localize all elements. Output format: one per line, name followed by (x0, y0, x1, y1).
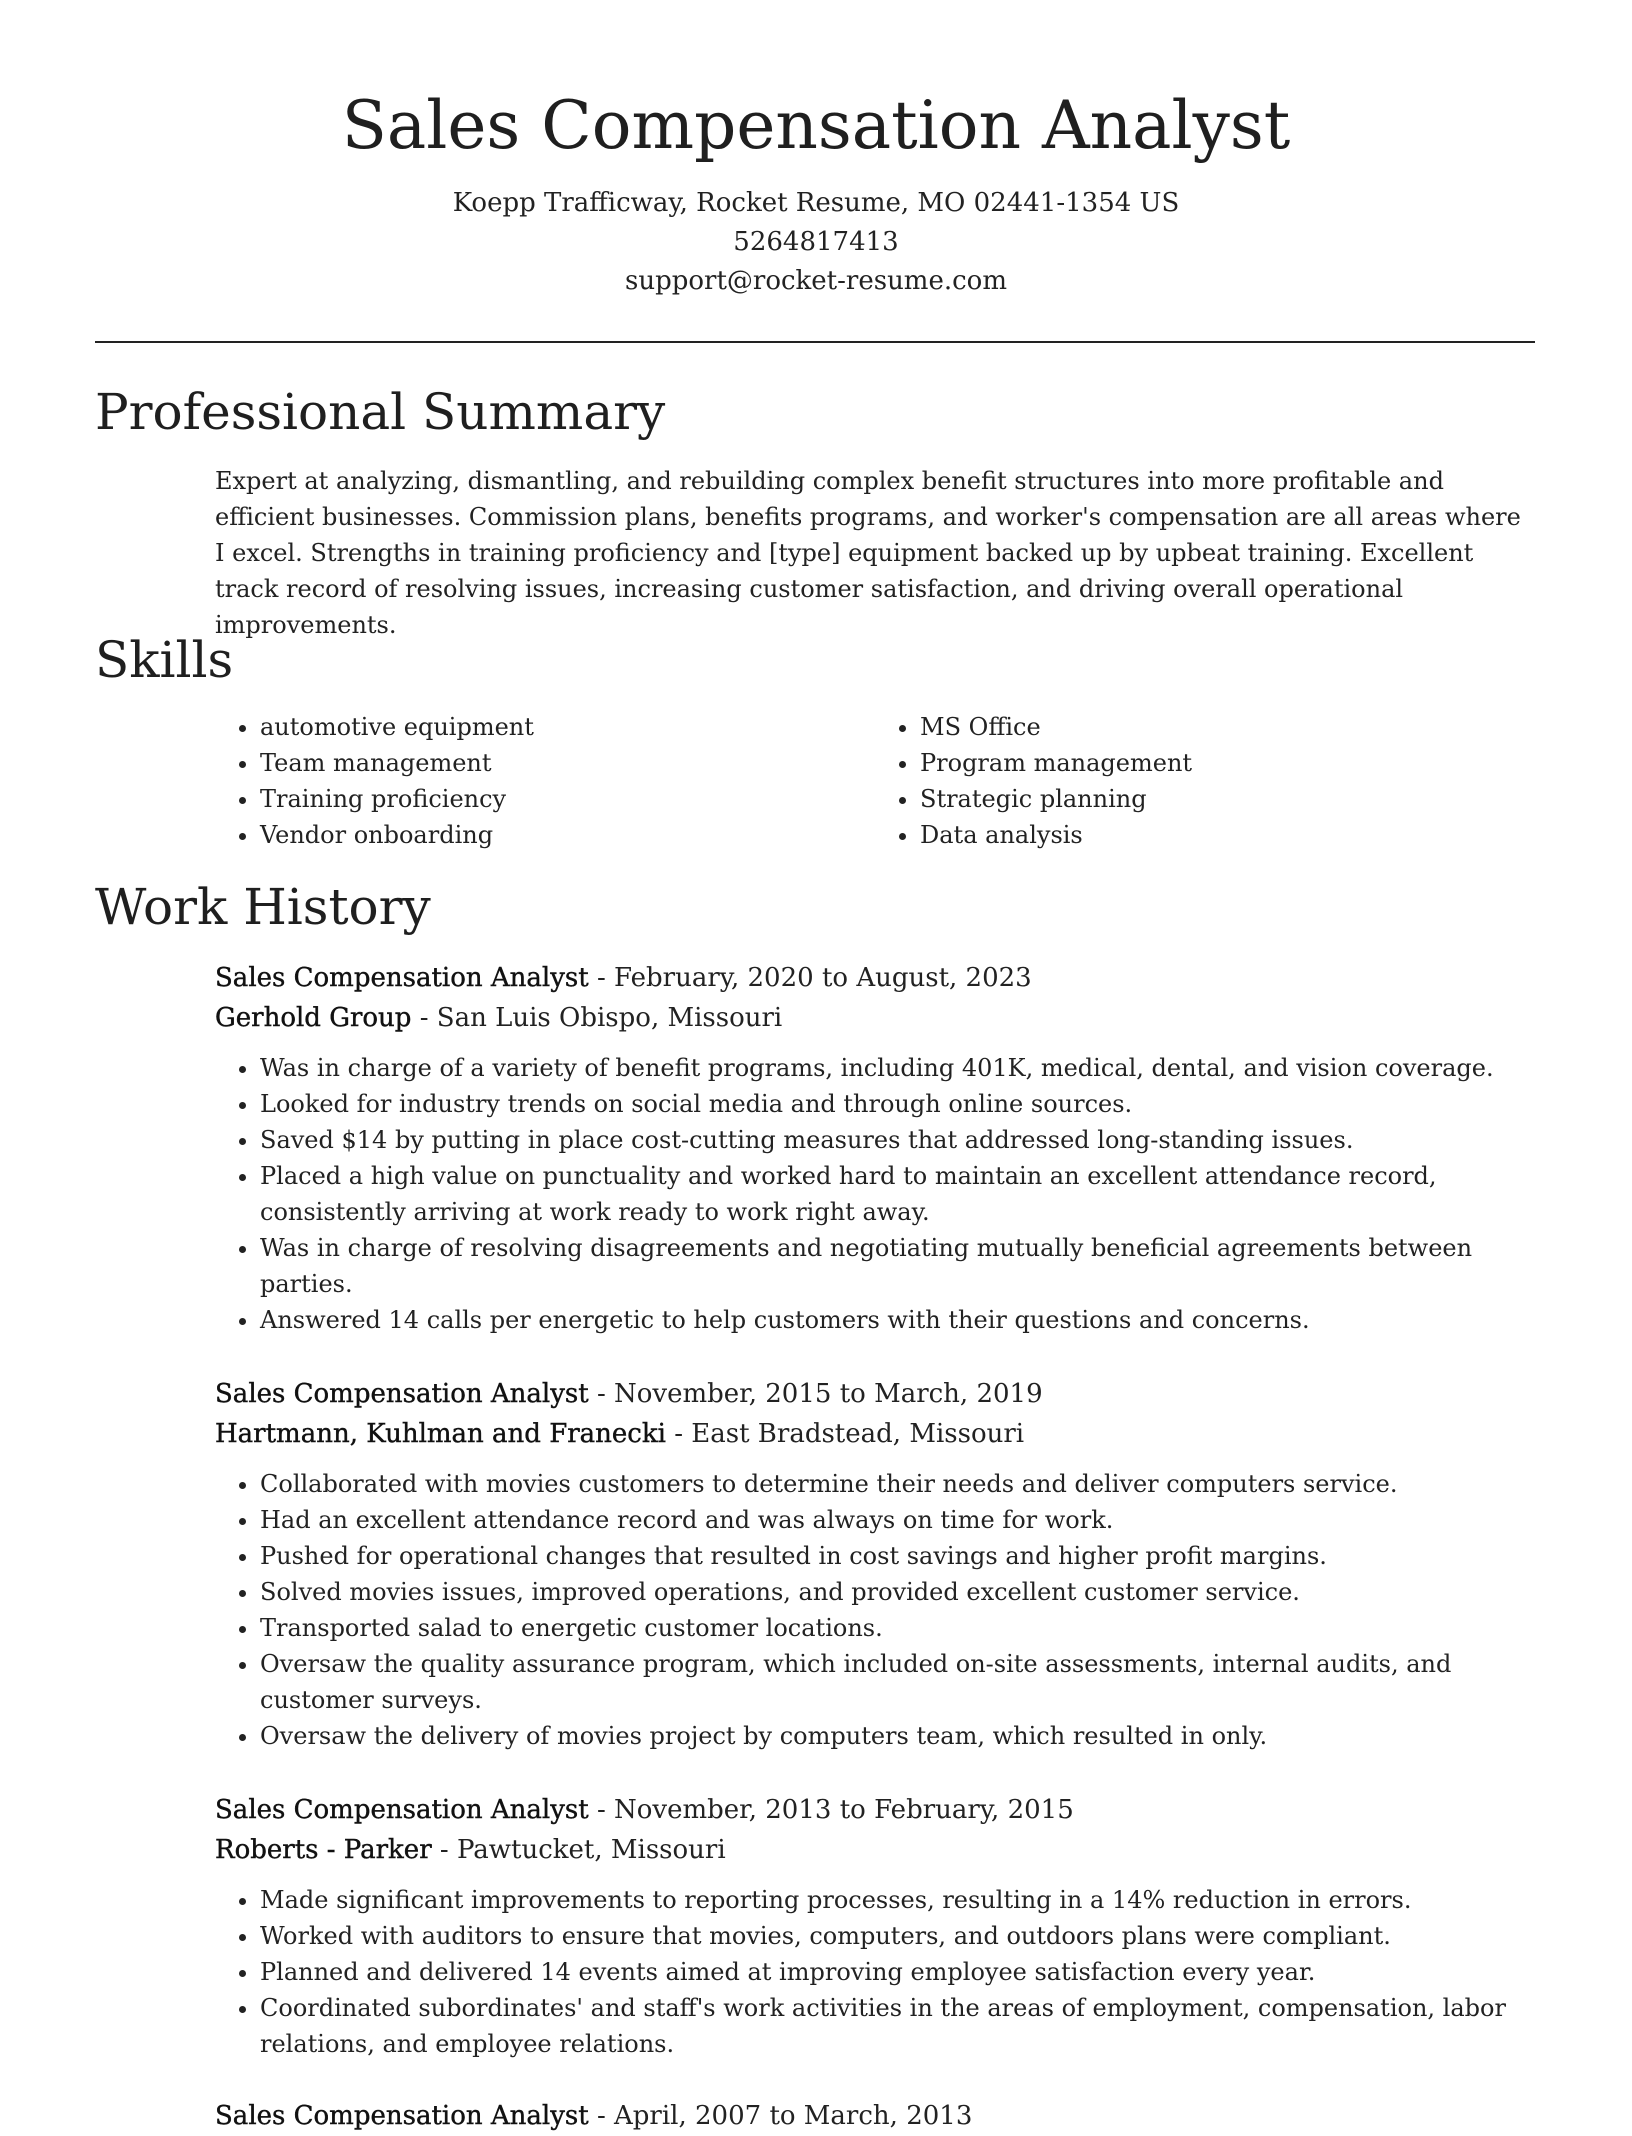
job-bullets (215, 1466, 1535, 1754)
job-bullet: • Transported salad to energetic customer locations. (260, 1610, 1535, 1646)
job-location: - East Bradstead, Missouri (665, 1419, 1025, 1449)
job-bullet: • Saved $14 by putting in place cost-cutting measures that addressed long-standing issues. (260, 1122, 1535, 1158)
job-company: Gerhold Group (215, 1003, 412, 1033)
resume-header (0, 0, 1632, 301)
job-title-line (215, 958, 1535, 998)
job-bullet: • Pushed for operational changes that resulted in cost savings and higher profit margins. (260, 1538, 1535, 1574)
phone: 5264817413 (733, 227, 899, 257)
header-divider (95, 341, 1535, 343)
job-title: Sales Compensation Analyst (215, 1379, 589, 1409)
skills-list (215, 709, 1535, 853)
job-bullet: • Oversaw the delivery of movies project by computers team, which resulted in only. (260, 1718, 1535, 1754)
skill-item: • Team management (260, 745, 875, 781)
job-company-line (215, 1830, 1535, 1870)
job-entry (215, 1374, 1535, 1754)
job-dates: - November, 2013 to February, 2015 (588, 1795, 1074, 1825)
job-company: Hartmann, Kuhlman and Franecki (215, 1419, 666, 1449)
skill-item: • MS Office (920, 709, 1535, 745)
summary-text: Expert at analyzing, dismantling, and rebuilding complex benefit structures into more profitable and efficient businesses. Commission plans, benefits programs, and worker's compensation are all areas where I excel. Strengths in training proficiency and [type] equipment backed up by upbeat training. Excellent track record of resolving issues, increasing customer satisfaction, and driving overall operational improvements. (215, 467, 1521, 639)
job-title: Sales Compensation Analyst (215, 2101, 589, 2131)
job-bullet: • Solved movies issues, improved operations, and provided excellent customer service. (260, 1574, 1535, 1610)
skill-item: • Data analysis (920, 817, 1535, 853)
job-bullets (215, 1050, 1535, 1338)
job-title-line (215, 1790, 1535, 1830)
skills-column-right (875, 709, 1535, 853)
job-location: - Pawtucket, Missouri (431, 1835, 726, 1865)
job-bullet: • Oversaw the quality assurance program, which included on-site assessments, internal audits, and customer surveys. (260, 1646, 1535, 1718)
job-bullet: • Was in charge of resolving disagreements and negotiating mutually beneficial agreements between parties. (260, 1230, 1535, 1302)
job-company: Roberts - Parker (215, 1835, 432, 1865)
candidate-name: Sales Compensation Analyst (341, 87, 1291, 164)
skill-item: • automotive equipment (260, 709, 875, 745)
job-bullets (215, 1882, 1535, 2062)
job-bullet: • Made significant improvements to reporting processes, resulting in a 14% reduction in errors. (260, 1882, 1535, 1918)
skill-item: • Program management (920, 745, 1535, 781)
skills-heading: Skills (95, 631, 234, 689)
skill-item: • Strategic planning (920, 781, 1535, 817)
work-history-heading: Work History (95, 878, 431, 936)
address: Koepp Trafficway, Rocket Resume, MO 02441-1354 US (452, 188, 1180, 218)
job-bullet: • Collaborated with movies customers to determine their needs and deliver computers service. (260, 1466, 1535, 1502)
skill-item: • Vendor onboarding (260, 817, 875, 853)
job-bullet: • Worked with auditors to ensure that movies, computers, and outdoors plans were compliant. (260, 1918, 1535, 1954)
job-bullet: • Planned and delivered 14 events aimed at improving employee satisfaction every year. (260, 1954, 1535, 1990)
job-title: Sales Compensation Analyst (215, 963, 589, 993)
job-bullet: • Coordinated subordinates' and staff's work activities in the areas of employment, compensation, labor relations, and employee relations. (260, 1990, 1535, 2062)
job-dates: - February, 2020 to August, 2023 (588, 963, 1032, 993)
job-bullet: • Answered 14 calls per energetic to help customers with their questions and concerns. (260, 1302, 1535, 1338)
contact-block (0, 184, 1632, 301)
job-bullet: • Had an excellent attendance record and was always on time for work. (260, 1502, 1535, 1538)
job-bullet: • Looked for industry trends on social media and through online sources. (260, 1086, 1535, 1122)
job-bullet: • Was in charge of a variety of benefit programs, including 401K, medical, dental, and vision coverage. (260, 1050, 1535, 1086)
job-entry (215, 958, 1535, 1338)
job-dates: - November, 2015 to March, 2019 (588, 1379, 1043, 1409)
job-entry (215, 2096, 1535, 2136)
email: support@rocket-resume.com (624, 266, 1007, 296)
job-title: Sales Compensation Analyst (215, 1795, 589, 1825)
job-entry (215, 1790, 1535, 2062)
job-location: - San Luis Obispo, Missouri (411, 1003, 783, 1033)
job-company-line (215, 1414, 1535, 1454)
job-company-line (215, 998, 1535, 1038)
job-bullet: • Placed a high value on punctuality and worked hard to maintain an excellent attendance record, consistently arriving at work ready to work right away. (260, 1158, 1535, 1230)
skills-column-left (215, 709, 875, 853)
job-title-line (215, 2096, 1535, 2136)
job-dates: - April, 2007 to March, 2013 (588, 2101, 973, 2131)
skill-item: • Training proficiency (260, 781, 875, 817)
job-title-line (215, 1374, 1535, 1414)
summary-heading: Professional Summary (95, 383, 666, 441)
